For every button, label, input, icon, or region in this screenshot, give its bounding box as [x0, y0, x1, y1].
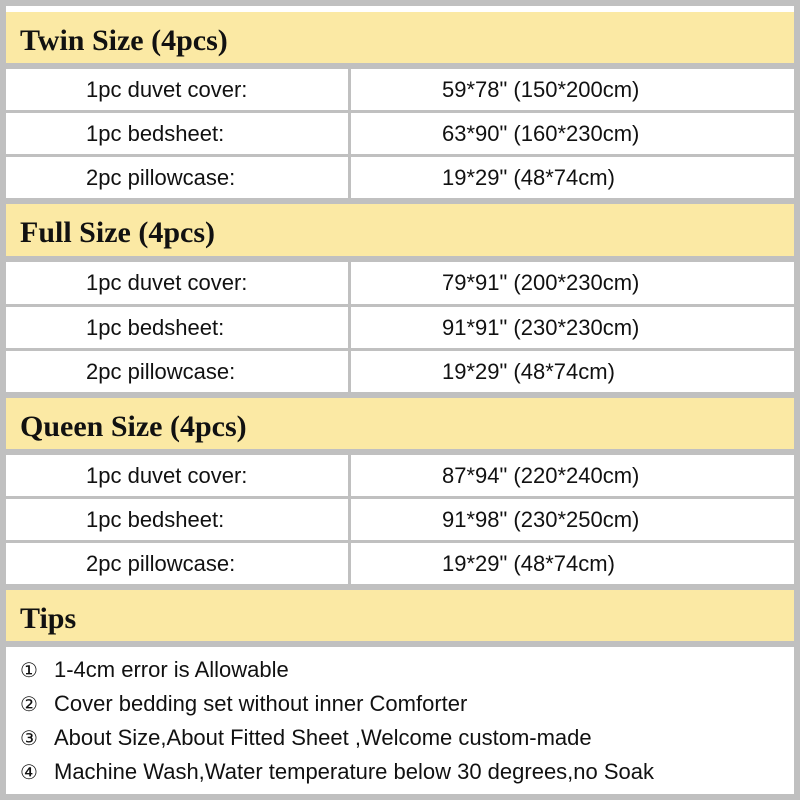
section-title-twin: Twin Size (4pcs)	[6, 12, 794, 69]
row-label: 1pc bedsheet:	[86, 315, 225, 340]
tip-number: ④	[20, 760, 38, 784]
tip-item	[20, 721, 592, 755]
row-value: 59*78" (150*200cm)	[442, 77, 640, 102]
row-value: 63*90" (160*230cm)	[442, 121, 640, 146]
tip-number: ②	[20, 692, 38, 716]
tip-item	[20, 653, 289, 687]
table-row	[6, 69, 794, 110]
row-value: 19*29" (48*74cm)	[442, 359, 615, 384]
row-label: 2pc pillowcase:	[86, 551, 236, 576]
row-value: 87*94" (220*240cm)	[442, 463, 640, 488]
table-row	[6, 307, 794, 348]
row-value: 19*29" (48*74cm)	[442, 165, 615, 190]
row-label: 1pc duvet cover:	[86, 270, 248, 295]
row-value: 79*91" (200*230cm)	[442, 270, 640, 295]
row-label: 1pc duvet cover:	[86, 77, 248, 102]
table-row	[6, 455, 794, 496]
tip-number: ①	[20, 658, 38, 682]
section-title-tips: Tips	[6, 590, 794, 647]
tip-text: Machine Wash,Water temperature below 30 degrees,no Soak	[54, 759, 655, 784]
size-chart	[6, 6, 794, 794]
tip-text: About Size,About Fitted Sheet ,Welcome custom-made	[54, 725, 592, 750]
row-value: 19*29" (48*74cm)	[442, 551, 615, 576]
table-row	[6, 113, 794, 154]
row-label: 2pc pillowcase:	[86, 359, 236, 384]
column-divider	[348, 63, 351, 198]
table-row	[6, 351, 794, 392]
tip-number: ③	[20, 726, 38, 750]
tip-text: 1-4cm error is Allowable	[54, 657, 289, 682]
row-label: 1pc duvet cover:	[86, 463, 248, 488]
tip-item	[20, 755, 654, 789]
tip-item	[20, 687, 467, 721]
row-value: 91*98" (230*250cm)	[442, 507, 640, 532]
table-row	[6, 543, 794, 584]
row-label: 2pc pillowcase:	[86, 165, 236, 190]
table-row	[6, 157, 794, 198]
table-row	[6, 262, 794, 303]
table-row	[6, 499, 794, 540]
column-divider	[348, 449, 351, 584]
column-divider	[348, 256, 351, 392]
tip-text: Cover bedding set without inner Comforter	[54, 691, 468, 716]
section-title-full: Full Size (4pcs)	[6, 204, 794, 261]
divider	[6, 641, 794, 647]
row-value: 91*91" (230*230cm)	[442, 315, 640, 340]
section-title-queen: Queen Size (4pcs)	[6, 398, 794, 455]
row-label: 1pc bedsheet:	[86, 507, 225, 532]
row-label: 1pc bedsheet:	[86, 121, 225, 146]
